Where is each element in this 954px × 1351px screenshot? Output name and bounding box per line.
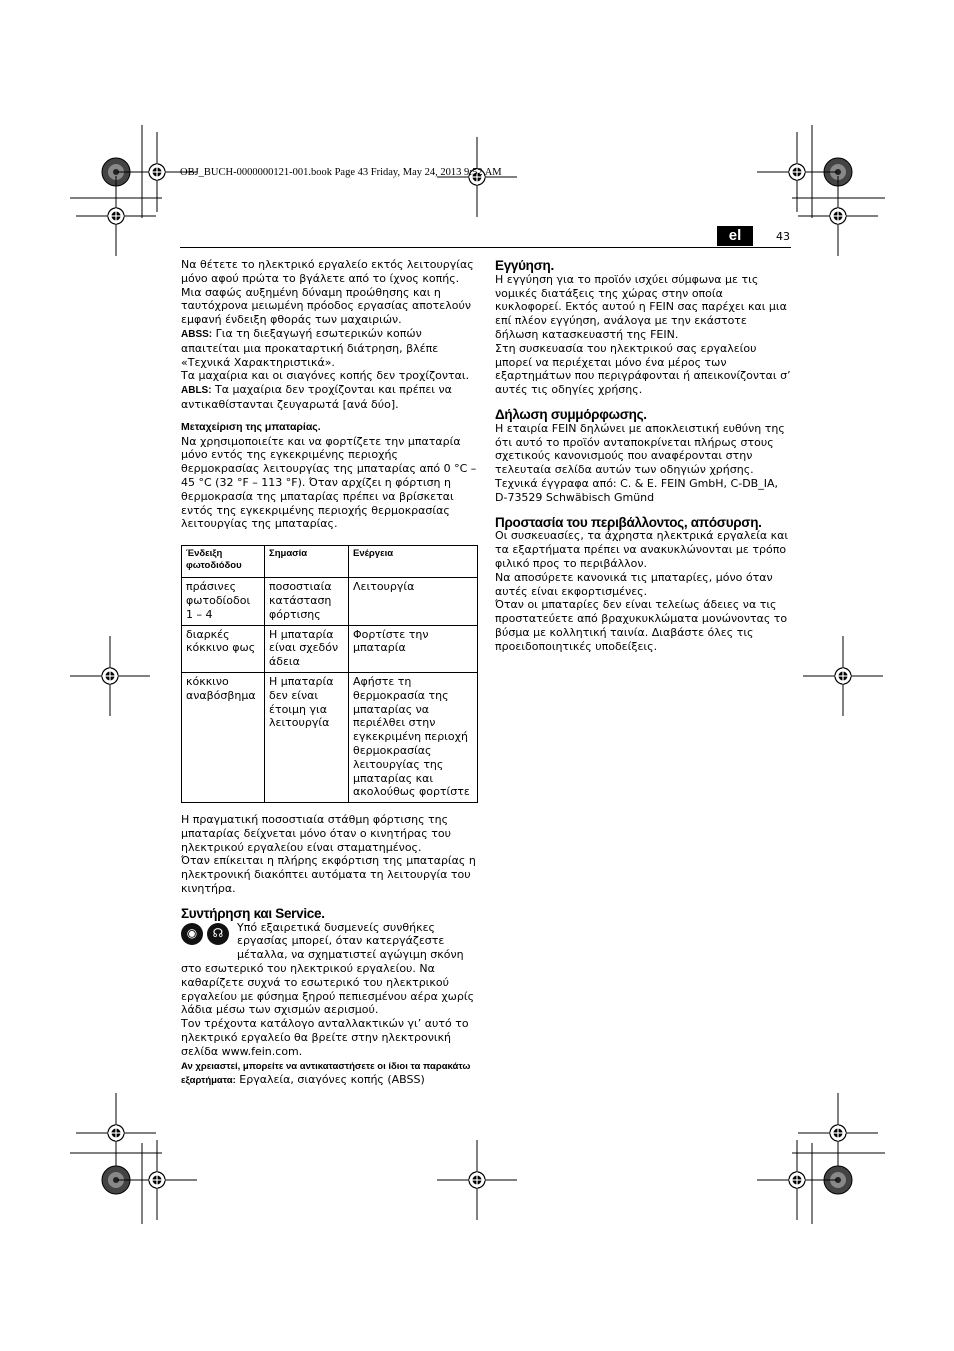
table-row xyxy=(182,672,478,802)
table-cell: Η μπαταρία είναι σχεδόν άδεια xyxy=(265,625,349,672)
table-cell: Φορτίστε την μπαταρία xyxy=(349,625,478,672)
table-row xyxy=(182,625,478,672)
table-cell: ποσοστιαία κατάσταση φόρτισης xyxy=(265,578,349,625)
paragraph: Η πραγματική ποσοστιαία στάθμη φόρτισης της μπαταρίας δείχνεται μόνο όταν ο κινητήρας του ηλεκτρικού εργαλείου είναι σταματημένος. xyxy=(181,813,451,854)
left-column xyxy=(181,258,477,1088)
paragraph: Όταν οι μπαταρίες δεν είναι τελείως άδειες να τις προστατεύετε από βραχυκυκλώματα μονώνοντας το βύσμα με κολλητική ταινία. Διαβάστε όλες τις προειδοποιητικές υποδείξεις. xyxy=(495,598,788,653)
environment-heading: Προστασία του περιβάλλοντος, απόσυρση. xyxy=(495,514,762,530)
paragraph: Όταν επίκειται η πλήρης εκφόρτιση της μπαταρίας η ηλεκτρονική διακόπτει αυτόματα τη λειτουργία του κινητήρα. xyxy=(181,854,476,896)
battery-heading: Μεταχείριση της μπαταρίας. xyxy=(181,420,321,433)
paragraph: Μια σαφώς αυξημένη δύναμη προώθησης και η ταυτόχρονα μειωμένη πρόοδος εργασίας αποτελούν εμφανή ένδειξη φθοράς των μαχαιριών. xyxy=(181,285,471,327)
paragraph: Τα μαχαίρια και οι σιαγόνες κοπής δεν τροχίζονται. xyxy=(181,369,470,383)
replace-label: Αν χρειαστεί, μπορείτε να αντικαταστήσετε οι ίδιοι τα παρακάτω εξαρτήματα: xyxy=(181,1060,471,1087)
abls-label: ABLS: xyxy=(181,385,212,397)
table-header: Σημασία xyxy=(265,546,349,578)
abss-text: Για τη διεξαγωγή εσωτερικών κοπών απαιτείται μια προκαταρτική διάτρηση, βλέπε «Τεχνικά Χαρακτηριστικά». xyxy=(181,326,439,369)
language-badge: el xyxy=(717,226,753,246)
right-column xyxy=(495,259,791,654)
paragraph: Να αποσύρετε κανονικά τις μπαταρίες, μόνο όταν αυτές είναι εκφορτισμένες. xyxy=(495,570,773,598)
conformity-heading: Δήλωση συμμόρφωσης. xyxy=(495,406,647,422)
book-info-line: OBJ_BUCH-0000000121-001.book Page 43 Friday, May 24, 2013 9:52 AM xyxy=(180,167,502,178)
paragraph-replace xyxy=(181,1059,477,1089)
paragraph: Τεχνικά έγγραφα από: C. & E. FEIN GmbH, C-DB_IA, D-73529 Schwäbisch Gmünd xyxy=(495,476,778,504)
table-cell: Η μπαταρία δεν είναι έτοιμη για λειτουργία xyxy=(265,672,349,802)
eye-protection-icon: ◉ xyxy=(181,923,203,945)
dust-mask-icon: ☊ xyxy=(207,923,229,945)
paragraph-abss xyxy=(181,327,477,369)
table-cell: διαρκές κόκκινο φως xyxy=(182,625,265,672)
paragraph: Η εγγύηση για το προϊόν ισχύει σύμφωνα με τις νομικές διατάξεις της χώρας στην οποία κυκλοφορεί. Εκτός αυτού η FEIN σας παρέχει και μια επί πλέον εγγύηση, ανάλογα με την εκάστοτε δήλωση κατασκευαστή της FEIN. xyxy=(495,272,787,341)
header-rule xyxy=(180,247,791,248)
paragraph-abls xyxy=(181,383,477,412)
paragraph: Στη συσκευασία του ηλεκτρικού σας εργαλείου μπορεί να περιέχεται μόνο ένα μέρος των εξαρτημάτων που περιγράφονται ή απεικονίζονται σ’ αυτές τις οδηγίες χρήσης. xyxy=(495,341,791,397)
service-heading: Συντήρηση και Service. xyxy=(181,905,325,921)
table-cell: πράσινες φωτοδίοδοι 1 – 4 xyxy=(182,578,265,625)
table-cell: κόκκινο αναβόσβημα xyxy=(182,672,265,802)
table-cell: Λειτουργία xyxy=(349,578,478,625)
table-cell: Αφήστε τη θερμοκρασία της μπαταρίας να περιέλθει στην εγκεκριμένη περιοχή θερμοκρασίας λειτουργίας της μπαταρίας και ακολούθως φορτίστε xyxy=(349,672,478,802)
paragraph: Να θέτετε το ηλεκτρικό εργαλείο εκτός λειτουργίας μόνο αφού πρώτα το βγάλετε από το ίχνος κοπής. xyxy=(181,258,474,285)
table-row xyxy=(182,578,478,625)
safety-icons xyxy=(181,923,233,949)
table-header: Ενέργεια xyxy=(349,546,478,578)
table-header-row xyxy=(182,546,478,578)
paragraph: Οι συσκευασίες, τα άχρηστα ηλεκτρικά εργαλεία και τα εξαρτήματα πρέπει να ανακυκλώνονται με τρόπο φιλικό προς το περιβάλλον. xyxy=(495,529,789,570)
led-table xyxy=(181,545,478,803)
abls-text: Τα μαχαίρια δεν τροχίζονται και πρέπει να αντικαθίστανται ζευγαρωτά [ανά δύο]. xyxy=(181,383,452,411)
paragraph: Υπό εξαιρετικά δυσμενείς συνθήκες εργασίας μπορεί, όταν κατεργάζεστε μέταλλα, να σχηματιστεί αγώγιμη σκόνη στο εσωτερικό του ηλεκτρικού εργαλείου. Να καθαρίζετε συχνά το εσωτερικό του ηλεκτρικού εργαλείου με φύσημα ξηρού πεπιεσμένου αέρα χωρίς λάδια μέσω των σχισμών αερισμού. xyxy=(181,920,475,1017)
warranty-heading: Εγγύηση. xyxy=(495,258,554,273)
paragraph: Να χρησιμοποιείτε και να φορτίζετε την μπαταρία μόνο εντός της εγκεκριμένης περιοχής θερμοκρασίας λειτουργίας της μπαταρίας από 0 °C – 45 °C (32 °F – 113 °F). Όταν αρχίζει η φόρτιση η θερμοκρασία της μπαταρίας πρέπει να βρίσκεται εντός της εγκεκριμένης περιοχής θερμοκρασίας λειτουργίας της μπαταρίας. xyxy=(181,434,477,531)
paragraph: Η εταιρία FEIN δηλώνει με αποκλειστική ευθύνη της ότι αυτό το προϊόν ανταποκρίνεται πλήρως στους σχετικούς κανονισμούς που αναφέρονται στην τελευταία σελίδα αυτών των οδηγιών χρήσης. xyxy=(495,421,785,477)
page-number: 43 xyxy=(776,230,790,243)
table-header: Ένδειξη φωτοδιόδου xyxy=(182,546,265,578)
abss-label: ABSS: xyxy=(181,328,213,340)
paragraph: Τον τρέχοντα κατάλογο ανταλλακτικών γι’ αυτό το ηλεκτρικό εργαλείο θα βρείτε στην ηλεκτρονική σελίδα www.fein.com. xyxy=(181,1017,469,1058)
replace-text: Εργαλεία, σιαγόνες κοπής (ABSS) xyxy=(235,1073,425,1087)
